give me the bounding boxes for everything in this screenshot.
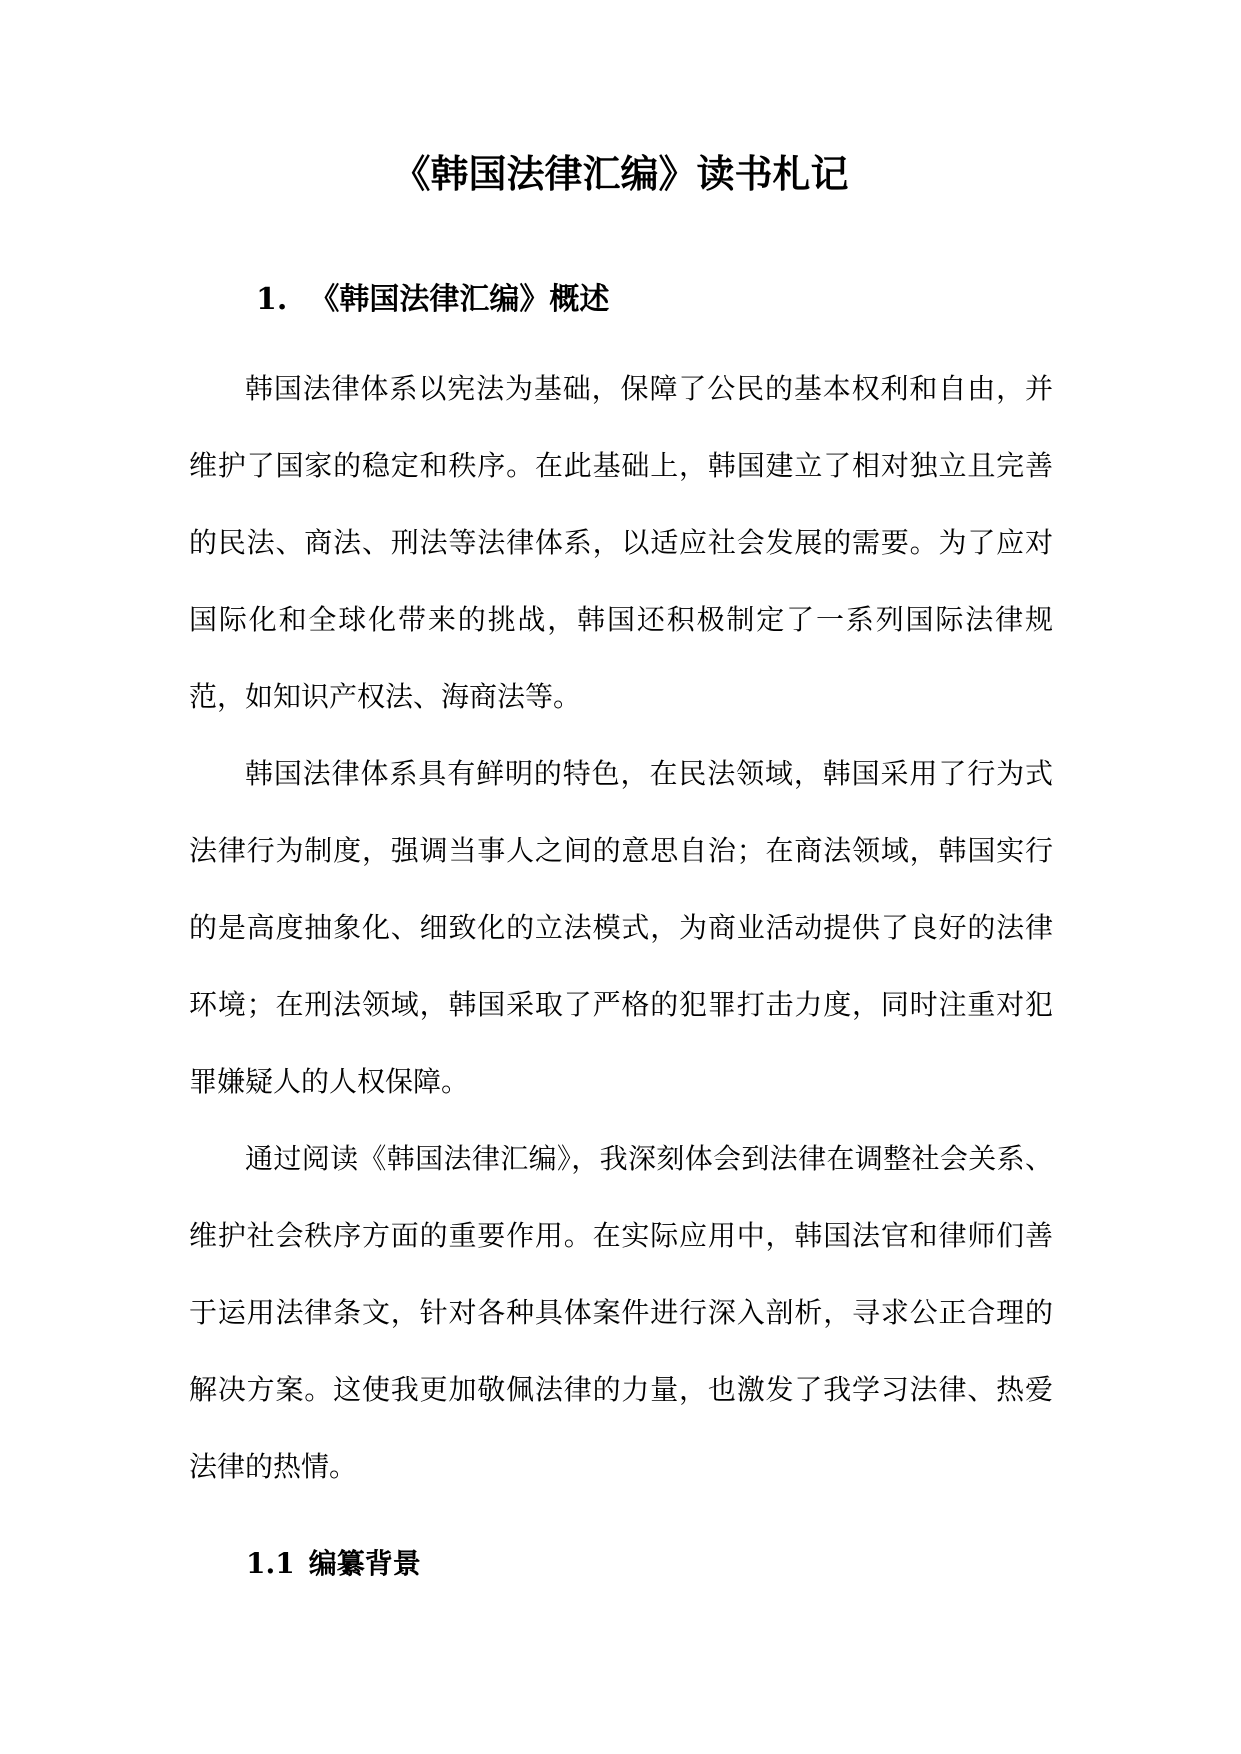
paragraph-2: 韩国法律体系具有鲜明的特色，在民法领域，韩国采用了行为式法律行为制度，强调当事人之间的意思自治；在商法领域，韩国实行的是高度抽象化、细致化的立法模式，为商业活动提供了良好的法律环境；在刑法领域，韩国采取了严格的犯罪打击力度，同时注重对犯罪嫌疑人的人权保障。 [189,757,1053,1098]
document-title: 《韩国法律汇编》读书札记 [392,151,849,196]
section-1-1-number: 1.1 [246,1547,295,1580]
section-1-number: 1. [256,282,288,317]
paragraph-1: 韩国法律体系以宪法为基础，保障了公民的基本权利和自由，并维护了国家的稳定和秩序。在此基础上，韩国建立了相对独立且完善的民法、商法、刑法等法律体系，以适应社会发展的需要。为了应对国际化和全球化带来的挑战，韩国还积极制定了一系列国际法律规范，如知识产权法、海商法等。 [189,372,1053,713]
section-1-1-heading [246,1544,421,1584]
section-1-1-title: 编纂背景 [308,1547,421,1580]
section-1-title: 《韩国法律汇编》概述 [309,282,610,317]
section-1-heading [256,278,609,322]
paragraph-3: 通过阅读《韩国法律汇编》，我深刻体会到法律在调整社会关系、维护社会秩序方面的重要作用。在实际应用中，韩国法官和律师们善于运用法律条文，针对各种具体案件进行深入剖析，寻求公正合理的解决方案。这使我更加敬佩法律的力量，也激发了我学习法律、热爱法律的热情。 [189,1142,1053,1483]
